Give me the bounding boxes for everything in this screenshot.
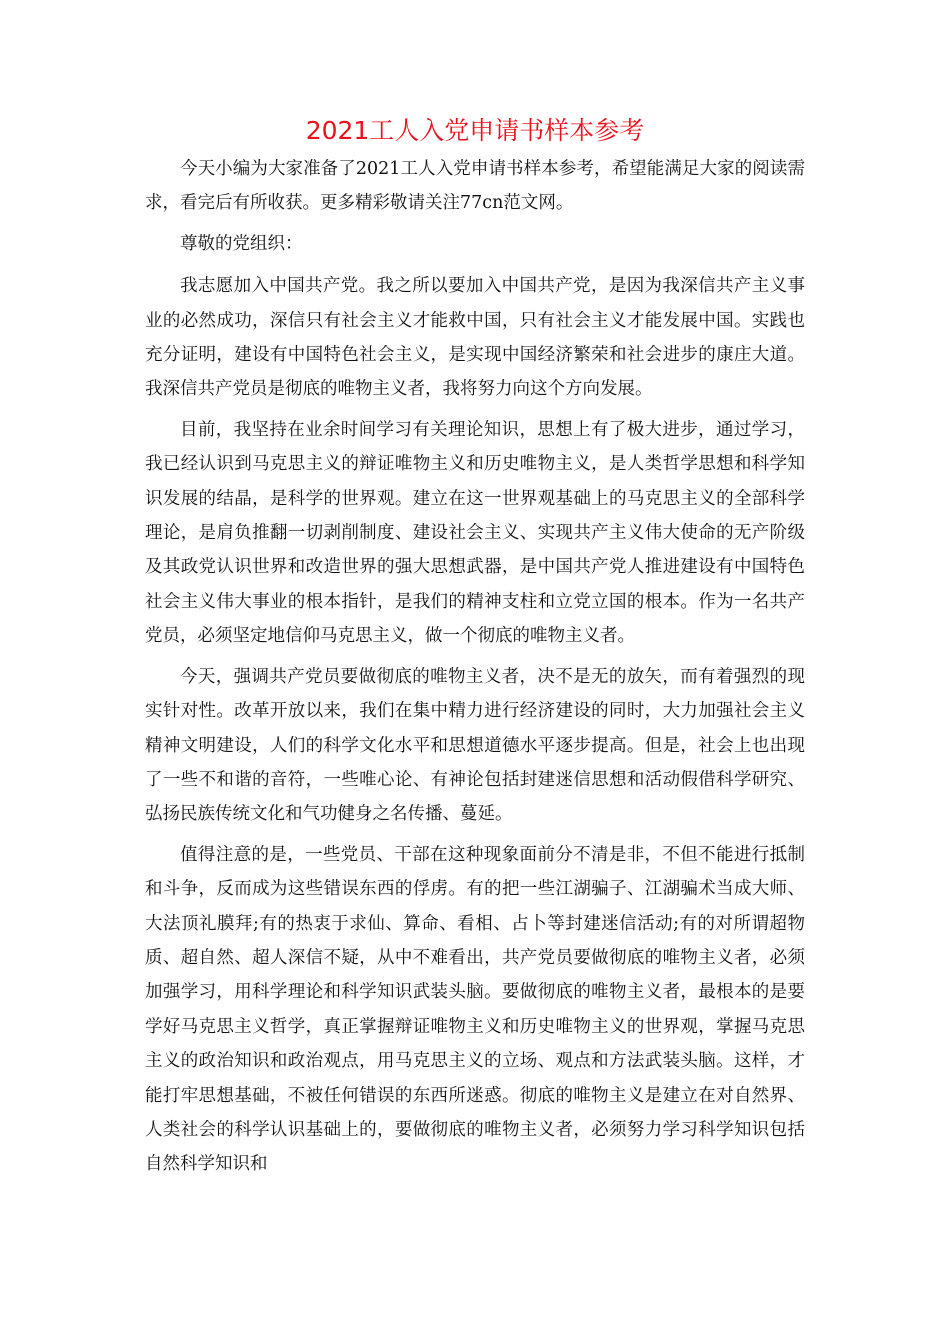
- body-paragraph-2: 目前，我坚持在业余时间学习有关理论知识，思想上有了极大进步，通过学习，我已经认识到马克思主义的辩证唯物主义和历史唯物主义，是人类哲学思想和科学知识发展的结晶，是科学的世界观。建立在这一世界观基础上的马克思主义的全部科学理论，是肩负推翻一切剥削制度、建设社会主义、实现共产主义伟大使命的无产阶级及其政党认识世界和改造世界的强大思想武器，是中国共产党人推进建设有中国特色社会主义伟大事业的根本指针，是我们的精神支柱和立党立国的根本。作为一名共产党员，必须坚定地信仰马克思主义，做一个彻底的唯物主义者。: [145, 419, 805, 647]
- body-paragraph-4: 值得注意的是，一些党员、干部在这种现象面前分不清是非，不但不能进行抵制和斗争，反而成为这些错误东西的俘虏。有的把一些江湖骗子、江湖骗术当成大师、大法顶礼膜拜;有的热衷于求仙、算命、看相、占卜等封建迷信活动;有的对所谓超物质、超自然、超人深信不疑，从中不难看出，共产党员要做彻底的唯物主义者，必须加强学习，用科学理论和科学知识武装头脑。要做彻底的唯物主义者，最根本的是要学好马克思主义哲学，真正掌握辩证唯物主义和历史唯物主义的世界观，掌握马克思主义的政治知识和政治观点，用马克思主义的立场、观点和方法武装头脑。这样，才能打牢思想基础，不被任何错误的东西所迷惑。彻底的唯物主义是建立在对自然界、人类社会的科学认识基础上的，要做彻底的唯物主义者，必须努力学习科学知识包括自然科学知识和: [145, 844, 805, 1175]
- intro-paragraph: 今天小编为大家准备了2021工人入党申请书样本参考，希望能满足大家的阅读需求，看完后有所收获。更多精彩敬请关注77cn范文网。: [145, 159, 805, 214]
- document-body: [145, 152, 805, 1188]
- document-title: 2021工人入党申请书样本参考: [305, 116, 645, 145]
- salutation: 尊敬的党组织：: [180, 233, 303, 254]
- body-paragraph-1: 我志愿加入中国共产党。我之所以要加入中国共产党，是因为我深信共产主义事业的必然成功，深信只有社会主义才能救中国，只有社会主义才能发展中国。实践也充分证明，建设有中国特色社会主义，是实现中国经济繁荣和社会进步的康庄大道。我深信共产党员是彻底的唯物主义者，我将努力向这个方向发展。: [145, 276, 805, 400]
- body-paragraph-3: 今天，强调共产党员要做彻底的唯物主义者，决不是无的放矢，而有着强烈的现实针对性。改革开放以来，我们在集中精力进行经济建设的同时，大力加强社会主义精神文明建设，人们的科学文化水平和思想道德水平逐步提高。但是，社会上也出现了一些不和谐的音符，一些唯心论、有神论包括封建迷信思想和活动假借科学研究、弘扬民族传统文化和气功健身之名传播、蔓延。: [145, 666, 805, 825]
